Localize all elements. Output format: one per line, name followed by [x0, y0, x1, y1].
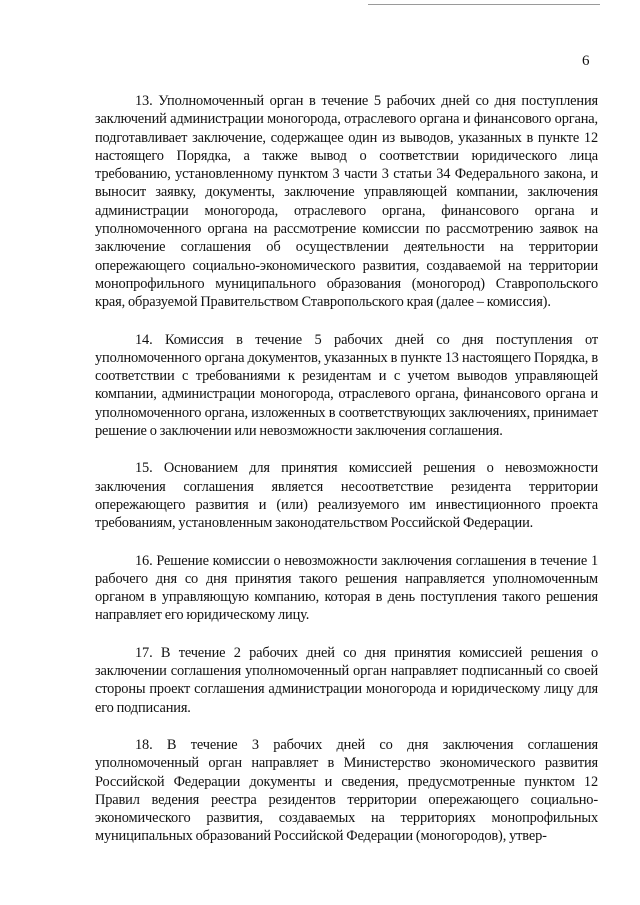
paragraph-13: 13. Уполномоченный орган в течение 5 рабочих дней со дня поступления заключений администрации моногорода, отраслевого органа и финансового органа, подготавливает заключение, содержащее один из выводов, указанных в пункте 12 настоящего Порядка, а также вывод о соответствии юридического лица требованию, установленному пунктом 3 части 3 статьи 34 Федерального закона, и выносит заявку, документы, заключение управляющей компании, заключения администрации моногорода, отраслевого органа, финансового органа и уполномоченного органа на рассмотрение комиссии по рассмотрению заявок на заключение соглашения об осуществлении деятельности на территории опережающего социально-экономического развития, создаваемой на территории монопрофильного муниципального образования (моногород) Ставропольского края, образуемой Правительством Ставропольского края (далее – комиссия). — [95, 93, 598, 311]
top-rule — [368, 4, 600, 5]
document-body — [95, 92, 598, 846]
paragraph-14: 14. Комиссия в течение 5 рабочих дней со дня поступления от уполномоченного органа документов, указанных в пункте 13 настоящего Порядка, в соответствии с требованиями к резидентам и с учетом выводов управляющей компании, администрации моногорода, отраслевого органа, финансового органа и уполномоченного органа, изложенных в соответствующих заключениях, принимает решение о заключении или невозможности заключения соглашения. — [95, 331, 598, 440]
paragraph-18: 18. В течение 3 рабочих дней со дня заключения соглашения уполномоченный орган направляет в Министерство экономического развития Российской Федерации документы и сведения, предусмотренные пунктом 12 Правил ведения реестра резидентов территории опережающего социально-экономического развития, создаваемых на территориях монопрофильных муниципальных образований Российской Федерации (моногородов), утвер- — [95, 736, 598, 845]
paragraph-15: 15. Основанием для принятия комиссией решения о невозможности заключения соглашения является несоответствие резидента территории опережающего развития и (или) реализуемого им инвестиционного проекта требованиям, установленным законодательством Российской Федерации. — [95, 460, 598, 532]
paragraph-17: 17. В течение 2 рабочих дней со дня принятия комиссией решения о заключении соглашения уполномоченный орган направляет подписанный со своей стороны проект соглашения администрации моногорода и юридическому лицу для его подписания. — [95, 644, 598, 716]
page-number: 6 — [582, 53, 590, 69]
paragraph-16: 16. Решение комиссии о невозможности заключения соглашения в течение 1 рабочего дня со дня принятия такого решения направляется уполномоченным органом в управляющую компанию, которая в день поступления такого решения направляет его юридическому лицу. — [95, 552, 598, 624]
